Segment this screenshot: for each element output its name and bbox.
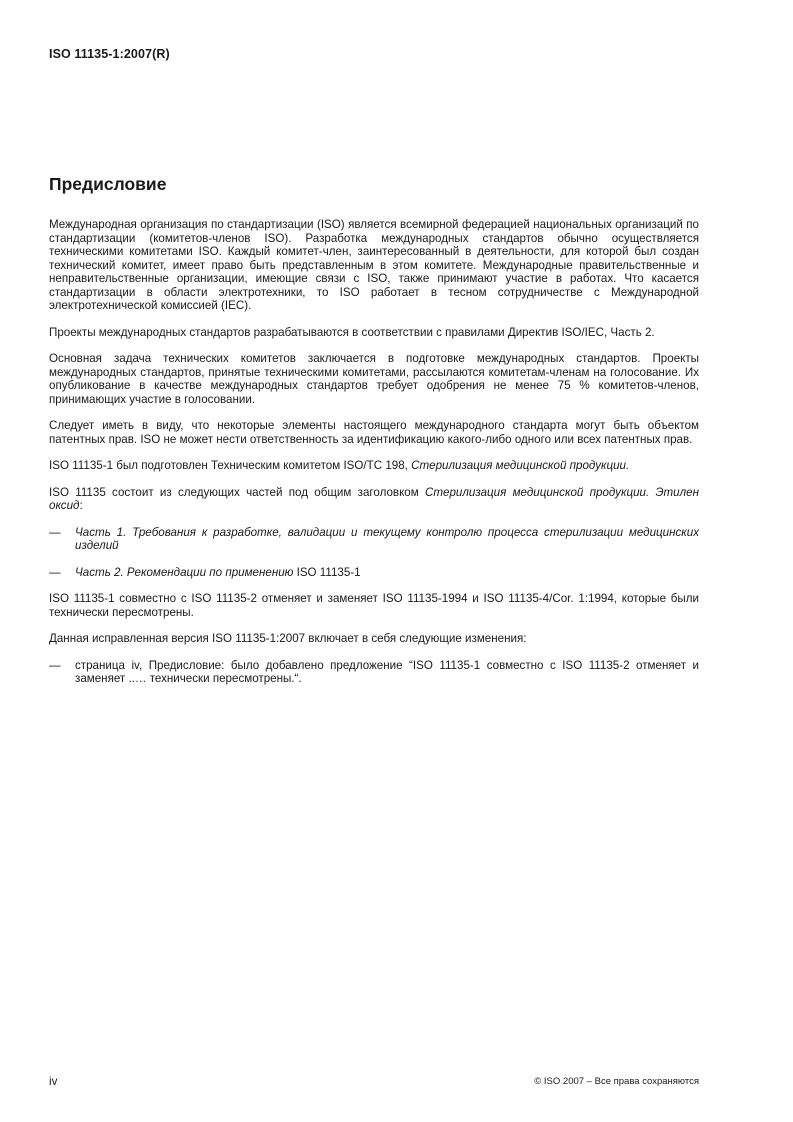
parts-intro-text: ISO 11135 состоит из следующих частей под общим заголовком: [49, 485, 425, 499]
part-2-title: Часть 2. Рекомендации по применению: [75, 565, 294, 579]
list-item-text: [75, 566, 699, 580]
foreword-content: [49, 218, 699, 699]
paragraph-corrected-version: Данная исправленная версия ISO 11135-1:2007 включает в себя следующие изменения:: [49, 632, 527, 645]
prepared-by-title: Стерилизация медицинской продукции.: [411, 459, 630, 472]
prepared-by-text: ISO 11135-1 был подготовлен Техническим комитетом ISO/TC 198,: [49, 459, 412, 472]
part-2-reference: ISO 11135-1: [293, 565, 361, 579]
parts-intro-title: Стерилизация медицинской продукции. Этилен оксид: [49, 485, 699, 512]
paragraph-committees-task: Основная задача технических комитетов заключается в подготовке международных стандартов. Проекты международных стандартов, принятые техническими комитетами, рассылаются комитетам-членам на голосование. Их опубликование в качестве международных стандартов требует одобрения не менее 75 % комитетов-членов, принимающих участие в голосовании.: [49, 352, 699, 406]
paragraph-prepared-by: [49, 459, 699, 473]
list-dash: —: [49, 525, 61, 539]
list-item-part-2: [49, 566, 699, 580]
list-item-part-1: [49, 526, 699, 553]
list-dash: —: [49, 658, 61, 672]
page-number: iv: [49, 1075, 58, 1088]
part-1-title: Часть 1. Требования к разработке, валидации и текущему контролю процесса стерилизации медицинских изделий: [75, 525, 699, 552]
paragraph-iso-organization: Международная организация по стандартизации (ISO) является всемирной федерацией национальных организаций по стандартизации (комитетов-членов ISO). Разработка международных стандартов обычно осуществляется техническими комитетами ISO. Каждый комитет-член, заинтересованный в деятельности, для которой был создан технический комитет, имеет право быть представленным в этом комитете. Международные правительственные и неправительственные организации, имеющие связи с ISO, также принимают участие в работах. Что касается стандартизации в области электротехники, то ISO работает в тесном сотрудничестве с Международной электротехнической комиссией (IEC).: [49, 218, 699, 312]
page-title: Предисловие: [49, 174, 167, 194]
list-item-text: страница iv, Предисловие: было добавлено предложение “ISO 11135-1 совместно с ISO 11135-2 отменяет и заменяет ..… технически пересмотрены.“.: [75, 658, 699, 685]
list-item-text: [75, 526, 699, 553]
paragraph-directives: Проекты международных стандартов разрабатываются в соответствии с правилами Директив ISO/IEC, Часть 2.: [49, 325, 655, 339]
list-dash: —: [49, 565, 61, 579]
document-id-header: ISO 11135-1:2007(R): [49, 47, 170, 61]
paragraph-replaces: ISO 11135-1 совместно с ISO 11135-2 отменяет и заменяет ISO 11135-1994 и ISO 11135-4/Cor. 1:1994, которые были технически пересмотрены.: [49, 592, 699, 619]
parts-intro-colon: :: [79, 499, 83, 512]
paragraph-parts-intro: [49, 486, 699, 513]
copyright-notice: © ISO 2007 – Все права сохраняются: [534, 1076, 699, 1087]
paragraph-patent-rights: Следует иметь в виду, что некоторые элементы настоящего международного стандарта могут быть объектом патентных прав. ISO не может нести ответственность за идентификацию какого-либо одного или всех патентных прав.: [49, 419, 699, 446]
list-item-change: [49, 659, 699, 686]
